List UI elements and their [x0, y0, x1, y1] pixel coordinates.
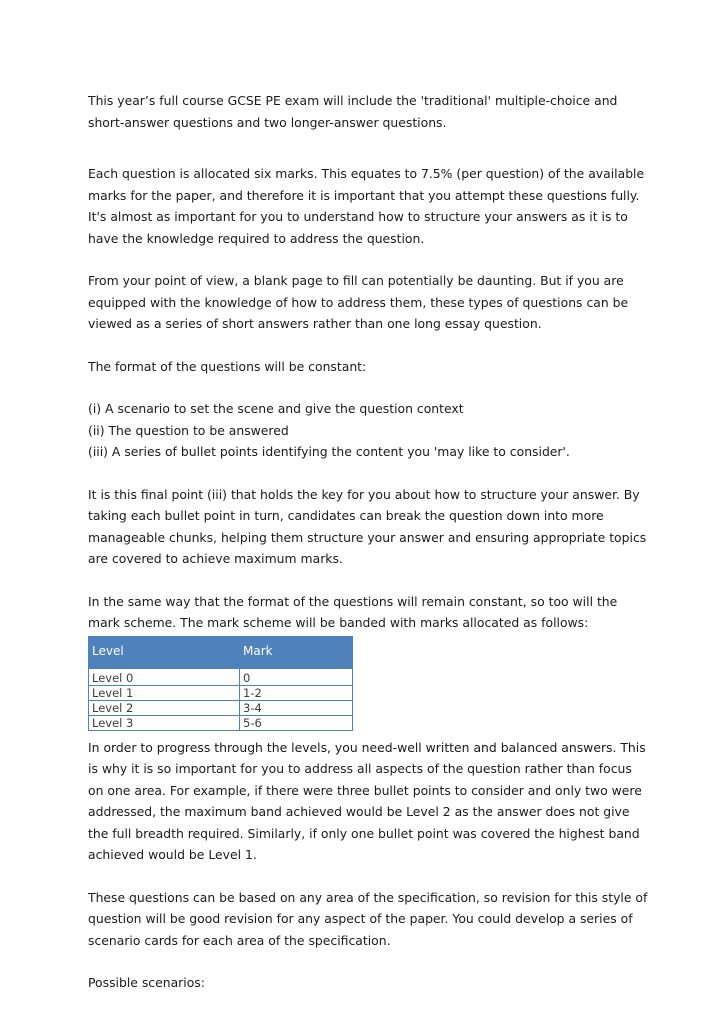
format-item: (ii) The question to be answered — [88, 422, 289, 438]
table-row — [89, 715, 353, 730]
table-cell-mark: 0 — [240, 668, 353, 685]
table-cell-level: Level 3 — [89, 715, 240, 730]
table-header-mark: Mark — [240, 636, 353, 668]
table-cell-mark: 5-6 — [240, 715, 353, 730]
format-list — [88, 398, 648, 463]
table-row — [89, 700, 353, 715]
paragraph-mark-scheme: In the same way that the format of the questions will remain constant, so too will the mark scheme. The mark scheme will be banded with marks allocated as follows: — [88, 593, 618, 630]
paragraph-intro: This year’s full course GCSE PE exam will include the 'traditional' multiple-choice and short-answer questions and two longer-answer questions. — [88, 93, 618, 130]
paragraph-key-point: It is this final point (iii) that holds the key for you about how to structure your answer. By taking each bullet point in turn, candidates can break the question down into more manageable chunks, helping them structure your answer and ensuring appropriate topics are covered to achieve maximum marks. — [88, 486, 647, 566]
table-header-level: Level — [89, 636, 240, 668]
table-cell-level: Level 0 — [89, 668, 240, 685]
table-header-row — [89, 636, 353, 668]
mark-scheme-table — [88, 636, 353, 731]
paragraph-format: The format of the questions will be constant: — [88, 358, 367, 374]
table-cell-level: Level 2 — [89, 700, 240, 715]
table-cell-mark: 1-2 — [240, 685, 353, 700]
table-cell-mark: 3-4 — [240, 700, 353, 715]
paragraph-progress-levels: In order to progress through the levels, you need-well written and balanced answers. This is why it is so important for you to address all aspects of the question rather than focus on one area. For example, if there were three bullet points to consider and only two were addressed, the maximum band achieved would be Level 2 as the answer does not give the full breadth required. Similarly, if only one bullet point was covered the highest band achieved would be Level 1. — [88, 739, 646, 862]
paragraph-marks-allocation: Each question is allocated six marks. This equates to 7.5% (per question) of the available marks for the paper, and therefore it is important that you attempt these questions fully. It's almost as important for you to understand how to structure your answers as it is to have the knowledge required to address the question. — [88, 166, 645, 246]
table-row — [89, 668, 353, 685]
format-item: (iii) A series of bullet points identifying the content you 'may like to consider'. — [88, 444, 570, 459]
format-item: (i) A scenario to set the scene and give the question context — [88, 401, 464, 416]
table-cell-level: Level 1 — [89, 685, 240, 700]
document-body — [88, 90, 648, 994]
paragraph-point-of-view: From your point of view, a blank page to fill can potentially be daunting. But if you are equipped with the knowledge of how to address them, these types of questions can be viewed as a series of short answers rather than one long essay question. — [88, 273, 629, 331]
paragraph-specification: These questions can be based on any area of the specification, so revision for this style of question will be good revision for any aspect of the paper. You could develop a series of scenario cards for each area of the specification. — [88, 889, 648, 948]
paragraph-possible-scenarios: Possible scenarios: — [88, 975, 205, 990]
table-row — [89, 685, 353, 700]
